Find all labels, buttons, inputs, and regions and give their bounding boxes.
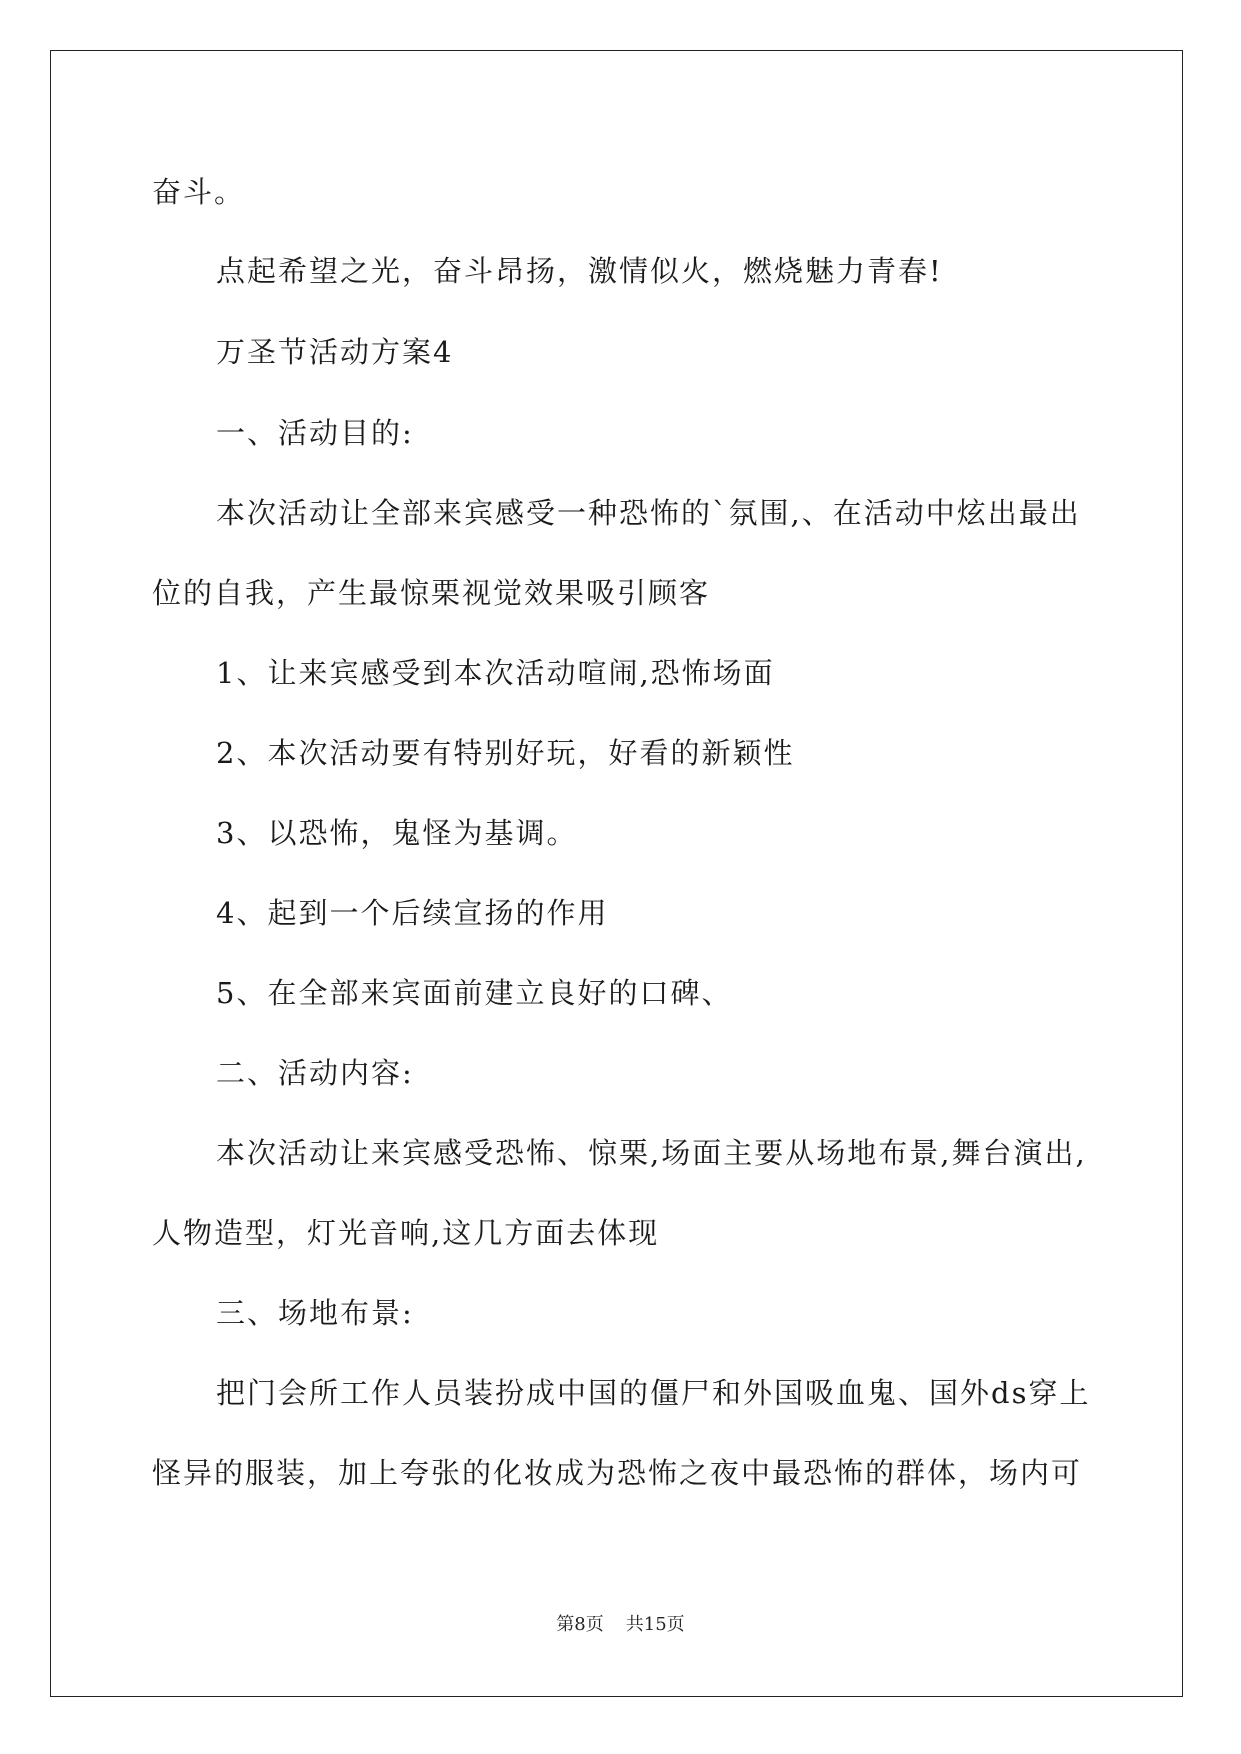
list-item: 1、让来宾感受到本次活动喧闹,恐怖场面 xyxy=(216,656,775,690)
list-item: 4、起到一个后续宣扬的作用 xyxy=(216,896,609,930)
list-item: 3、以恐怖，鬼怪为基调。 xyxy=(216,816,578,850)
paragraph-line: 奋斗。 xyxy=(152,175,246,209)
paragraph-line: 把门会所工作人员装扮成中国的僵尸和外国吸血鬼、国外ds穿上 xyxy=(216,1376,1091,1410)
list-item: 2、本次活动要有特别好玩，好看的新颖性 xyxy=(216,736,795,770)
page-footer xyxy=(0,1610,1241,1636)
paragraph-line: 本次活动让全部来宾感受一种恐怖的`氛围,、在活动中炫出最出 xyxy=(216,496,1081,530)
paragraph-line: 位的自我，产生最惊栗视觉效果吸引顾客 xyxy=(152,576,711,610)
paragraph-line: 人物造型，灯光音响,这几方面去体现 xyxy=(152,1216,660,1250)
section-heading: 二、活动内容: xyxy=(216,1056,414,1090)
page-number: 第8页 xyxy=(556,1614,604,1635)
section-heading: 三、场地布景: xyxy=(216,1296,414,1330)
list-item: 5、在全部来宾面前建立良好的口碑、 xyxy=(216,976,733,1010)
paragraph-line: 本次活动让来宾感受恐怖、惊栗,场面主要从场地布景,舞台演出, xyxy=(216,1136,1087,1170)
section-heading: 万圣节活动方案4 xyxy=(216,335,454,369)
paragraph-line: 怪异的服装，加上夸张的化妆成为恐怖之夜中最恐怖的群体，场内可 xyxy=(152,1456,1083,1490)
section-heading: 一、活动目的: xyxy=(216,416,414,450)
page-border xyxy=(50,50,1183,1697)
page-total: 共15页 xyxy=(625,1614,685,1635)
paragraph-line: 点起希望之光，奋斗昂扬，激情似火，燃烧魅力青春! xyxy=(216,254,943,288)
